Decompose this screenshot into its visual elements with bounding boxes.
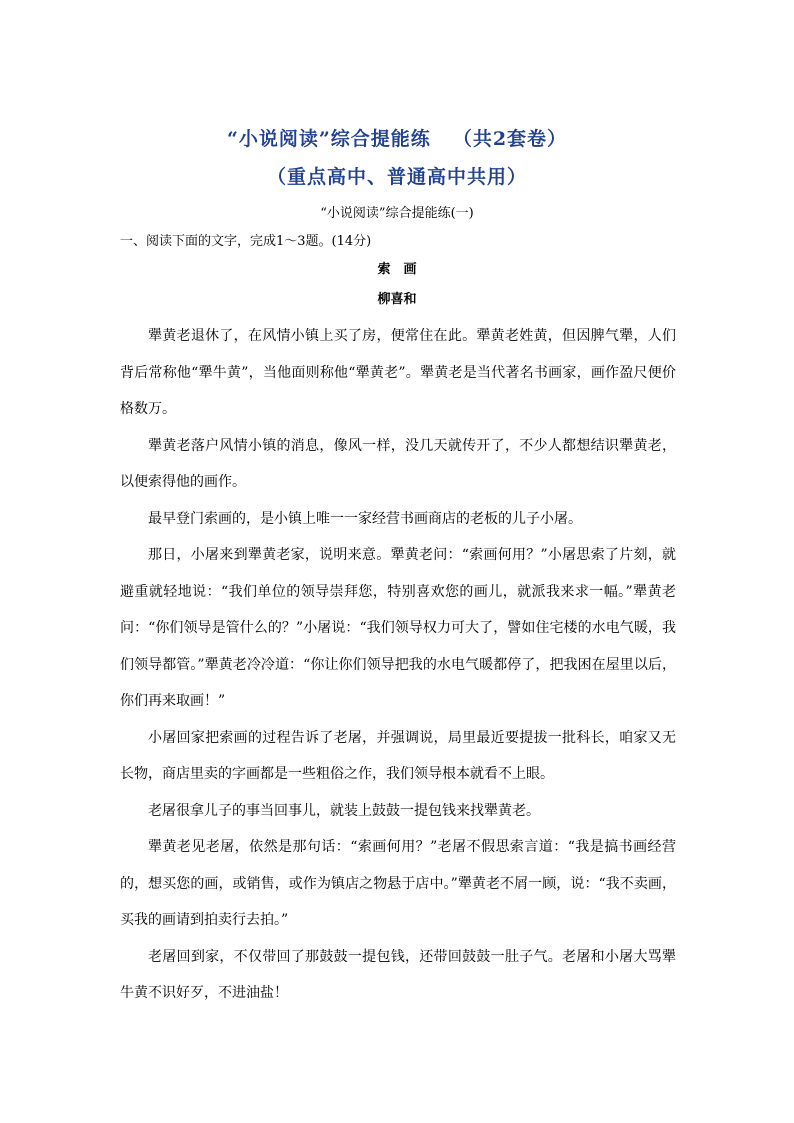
paragraph: 犟黄老退休了，在风情小镇上买了房，便常住在此。犟黄老姓黄，但因脾气犟，人们背后常称他“犟牛黄”，当他面则称他“犟黄老”。犟黄老是当代著名书画家，画作盈尺便价格数万。 [120, 328, 676, 417]
story-author: 柳喜和 [377, 292, 417, 307]
story-body [120, 318, 676, 1012]
title-main: “小说阅读”综合提能练 [226, 128, 431, 150]
paragraph: 小屠回家把索画的过程告诉了老屠，并强调说，局里最近要提拔一批科长，咱家又无长物，商店里卖的字画都是一些粗俗之作，我们领导根本就看不上眼。 [120, 729, 676, 782]
document-subtitle: （重点高中、普通高中共用） [266, 166, 527, 188]
paragraph: 最早登门索画的，是小镇上唯一一家经营书画商店的老板的儿子小屠。 [148, 510, 582, 527]
paragraph: 老屠很拿儿子的事当回事儿，就装上鼓鼓一提包钱来找犟黄老。 [148, 802, 540, 819]
paragraph: 犟黄老落户风情小镇的消息，像风一样，没几天就传开了，不少人都想结识犟黄老，以便索得他的画作。 [120, 437, 676, 490]
title-note: （共2套卷） [452, 128, 568, 150]
paragraph: 那日，小屠来到犟黄老家，说明来意。犟黄老问：“索画何用？”小屠思索了片刻，就避重就轻地说：“我们单位的领导崇拜您，特别喜欢您的画儿，就派我来求一幅。”犟黄老问：“你们领导是管什么的？”小屠说：“我们领导权力可大了，譬如住宅楼的水电气暖，我们领导都管。”犟黄老冷冷道：“你让你们领导把我的水电气暖都停了，把我困在屋里以后，你们再来取画！” [120, 547, 676, 709]
paragraph: 老屠回到家，不仅带回了那鼓鼓一提包钱，还带回鼓鼓一肚子气。老屠和小屠大骂犟牛黄不识好歹，不进油盐！ [120, 948, 676, 1001]
paragraph: 犟黄老见老屠，依然是那句话：“索画何用？”老屠不假思索言道：“我是搞书画经营的，想买您的画，或销售，或作为镇店之物悬于店中。”犟黄老不屑一顾，说：“我不卖画，买我的画请到拍卖行去拍。” [120, 839, 676, 928]
document-title [0, 124, 794, 151]
story-title: 索 画 [377, 262, 417, 277]
section-title: “小说阅读”综合提能练(一) [320, 206, 474, 221]
question-instruction: 一、阅读下面的文字，完成1～3题。(14分) [120, 234, 372, 249]
